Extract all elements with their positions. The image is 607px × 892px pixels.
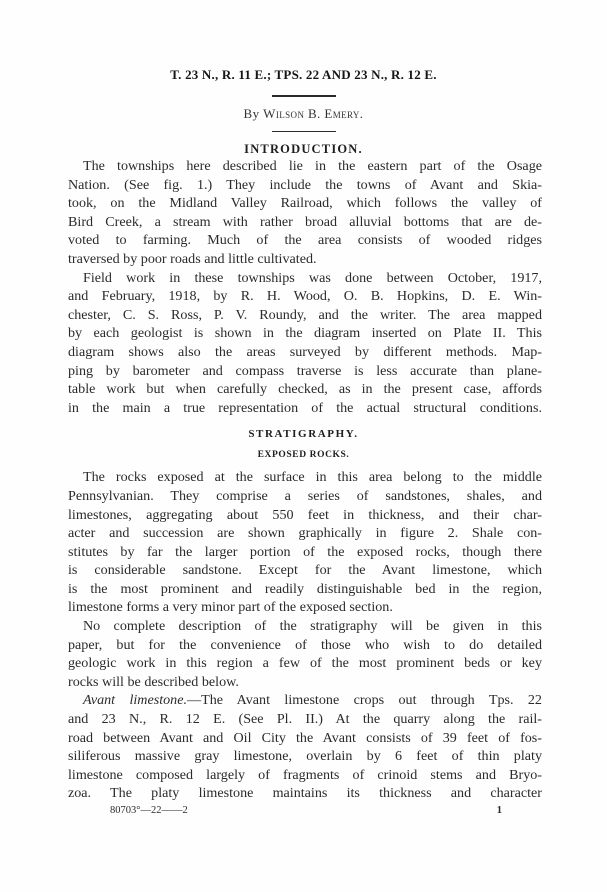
text-line: took, on the Midland Valley Railroad, which follows the valley of (68, 195, 542, 212)
text-line: is the most prominent and readily distinguishable bed in the region, (68, 580, 542, 597)
text-line: limestone composed largely of fragments of crinoid stems and Bryo- (68, 766, 542, 783)
text-line: The townships here described lie in the eastern part of the Osage (83, 158, 542, 174)
text-line: voted to farming. Much of the area consists of wooded ridges (68, 232, 542, 249)
text-line: geologic work in this region a few of the most prominent beds or key (68, 655, 542, 672)
text-line: in the main a true representation of the actual structural conditions. (68, 399, 542, 416)
section-heading-introduction: INTRODUCTION. (244, 142, 363, 156)
signature-code: 80703°—22——2 (110, 805, 188, 816)
text-line: chester, C. S. Ross, P. V. Roundy, and the writer. The area mapped (68, 306, 542, 323)
text-line: Pennsylvanian. They comprise a series of sandstones, shales, and (68, 487, 542, 504)
text-line: acter and succession are shown graphically in figure 2. Shale con- (68, 525, 542, 542)
subheading-exposed-rocks: EXPOSED ROCKS. (257, 450, 350, 461)
avant-lead-text: —The Avant limestone crops out through Tps. 22 (187, 692, 542, 709)
text-line: limestone forms a very minor part of the exposed section. (68, 599, 393, 616)
text-line: diagram shows also the areas surveyed by different methods. Map- (68, 343, 542, 360)
text-line: table work but when carefully checked, as in the present case, affords (68, 381, 542, 398)
text-line: by each geologist is shown in the diagram inserted on Plate II. This (68, 325, 542, 342)
text-line: paper, but for the convenience of those who wish to do detailed (68, 636, 542, 653)
text-line: Bird Creek, a stream with rather broad alluvial bottoms that are de- (68, 213, 542, 230)
text-line (68, 691, 542, 710)
text-line: No complete description of the stratigraphy will be given in this (83, 618, 542, 635)
text-line: Nation. (See fig. 1.) They include the towns of Avant and Skia- (68, 176, 542, 193)
text-line: ping by barometer and compass traverse is less accurate than plane- (68, 362, 542, 379)
page-footer (110, 804, 502, 818)
stratigraphy-paragraph-2 (68, 617, 542, 691)
text-line: siliferous massive gray limestone, overlain by 6 feet of thin platy (68, 748, 542, 765)
intro-paragraph-2 (68, 269, 542, 418)
text-line: stitutes by far the larger portion of the exposed rocks, though there (68, 543, 542, 560)
byline-rule-divider (272, 131, 336, 133)
text-line: road between Avant and Oil City the Avant consists of 39 feet of fos- (68, 729, 542, 746)
text-line: and 23 N., R. 12 E. (See Pl. II.) At the quarry along the rail- (68, 711, 542, 728)
text-line: rocks will be described below. (68, 673, 239, 690)
avant-limestone-term: Avant limestone. (83, 692, 188, 709)
page-title: T. 23 N., R. 11 E.; TPS. 22 AND 23 N., R. 12 E. (170, 67, 437, 82)
text-line: Field work in these townships was done between October, 1917, (83, 269, 542, 286)
avant-limestone-paragraph (68, 691, 542, 803)
text-line: and February, 1918, by R. H. Wood, O. B. Hopkins, D. E. Win- (68, 288, 542, 305)
page-number: 1 (496, 805, 502, 816)
byline-author: Wilson B. Emery. (263, 105, 364, 121)
intro-paragraph-1 (68, 157, 542, 269)
text-line: The rocks exposed at the surface in this area belong to the middle (83, 469, 542, 486)
byline-prefix: By (243, 105, 260, 121)
stratigraphy-paragraph-1 (68, 468, 542, 617)
text-line: traversed by poor roads and little cultivated. (68, 250, 317, 267)
title-rule-divider (272, 95, 336, 97)
section-heading-stratigraphy: STRATIGRAPHY. (248, 428, 359, 441)
text-line: limestones, aggregating about 550 feet in thickness, and their char- (68, 506, 542, 523)
byline (0, 105, 607, 123)
text-line: is considerable sandstone. Except for the Avant limestone, which (68, 562, 542, 579)
text-line: zoa. The platy limestone maintains its thickness and character (68, 785, 542, 802)
